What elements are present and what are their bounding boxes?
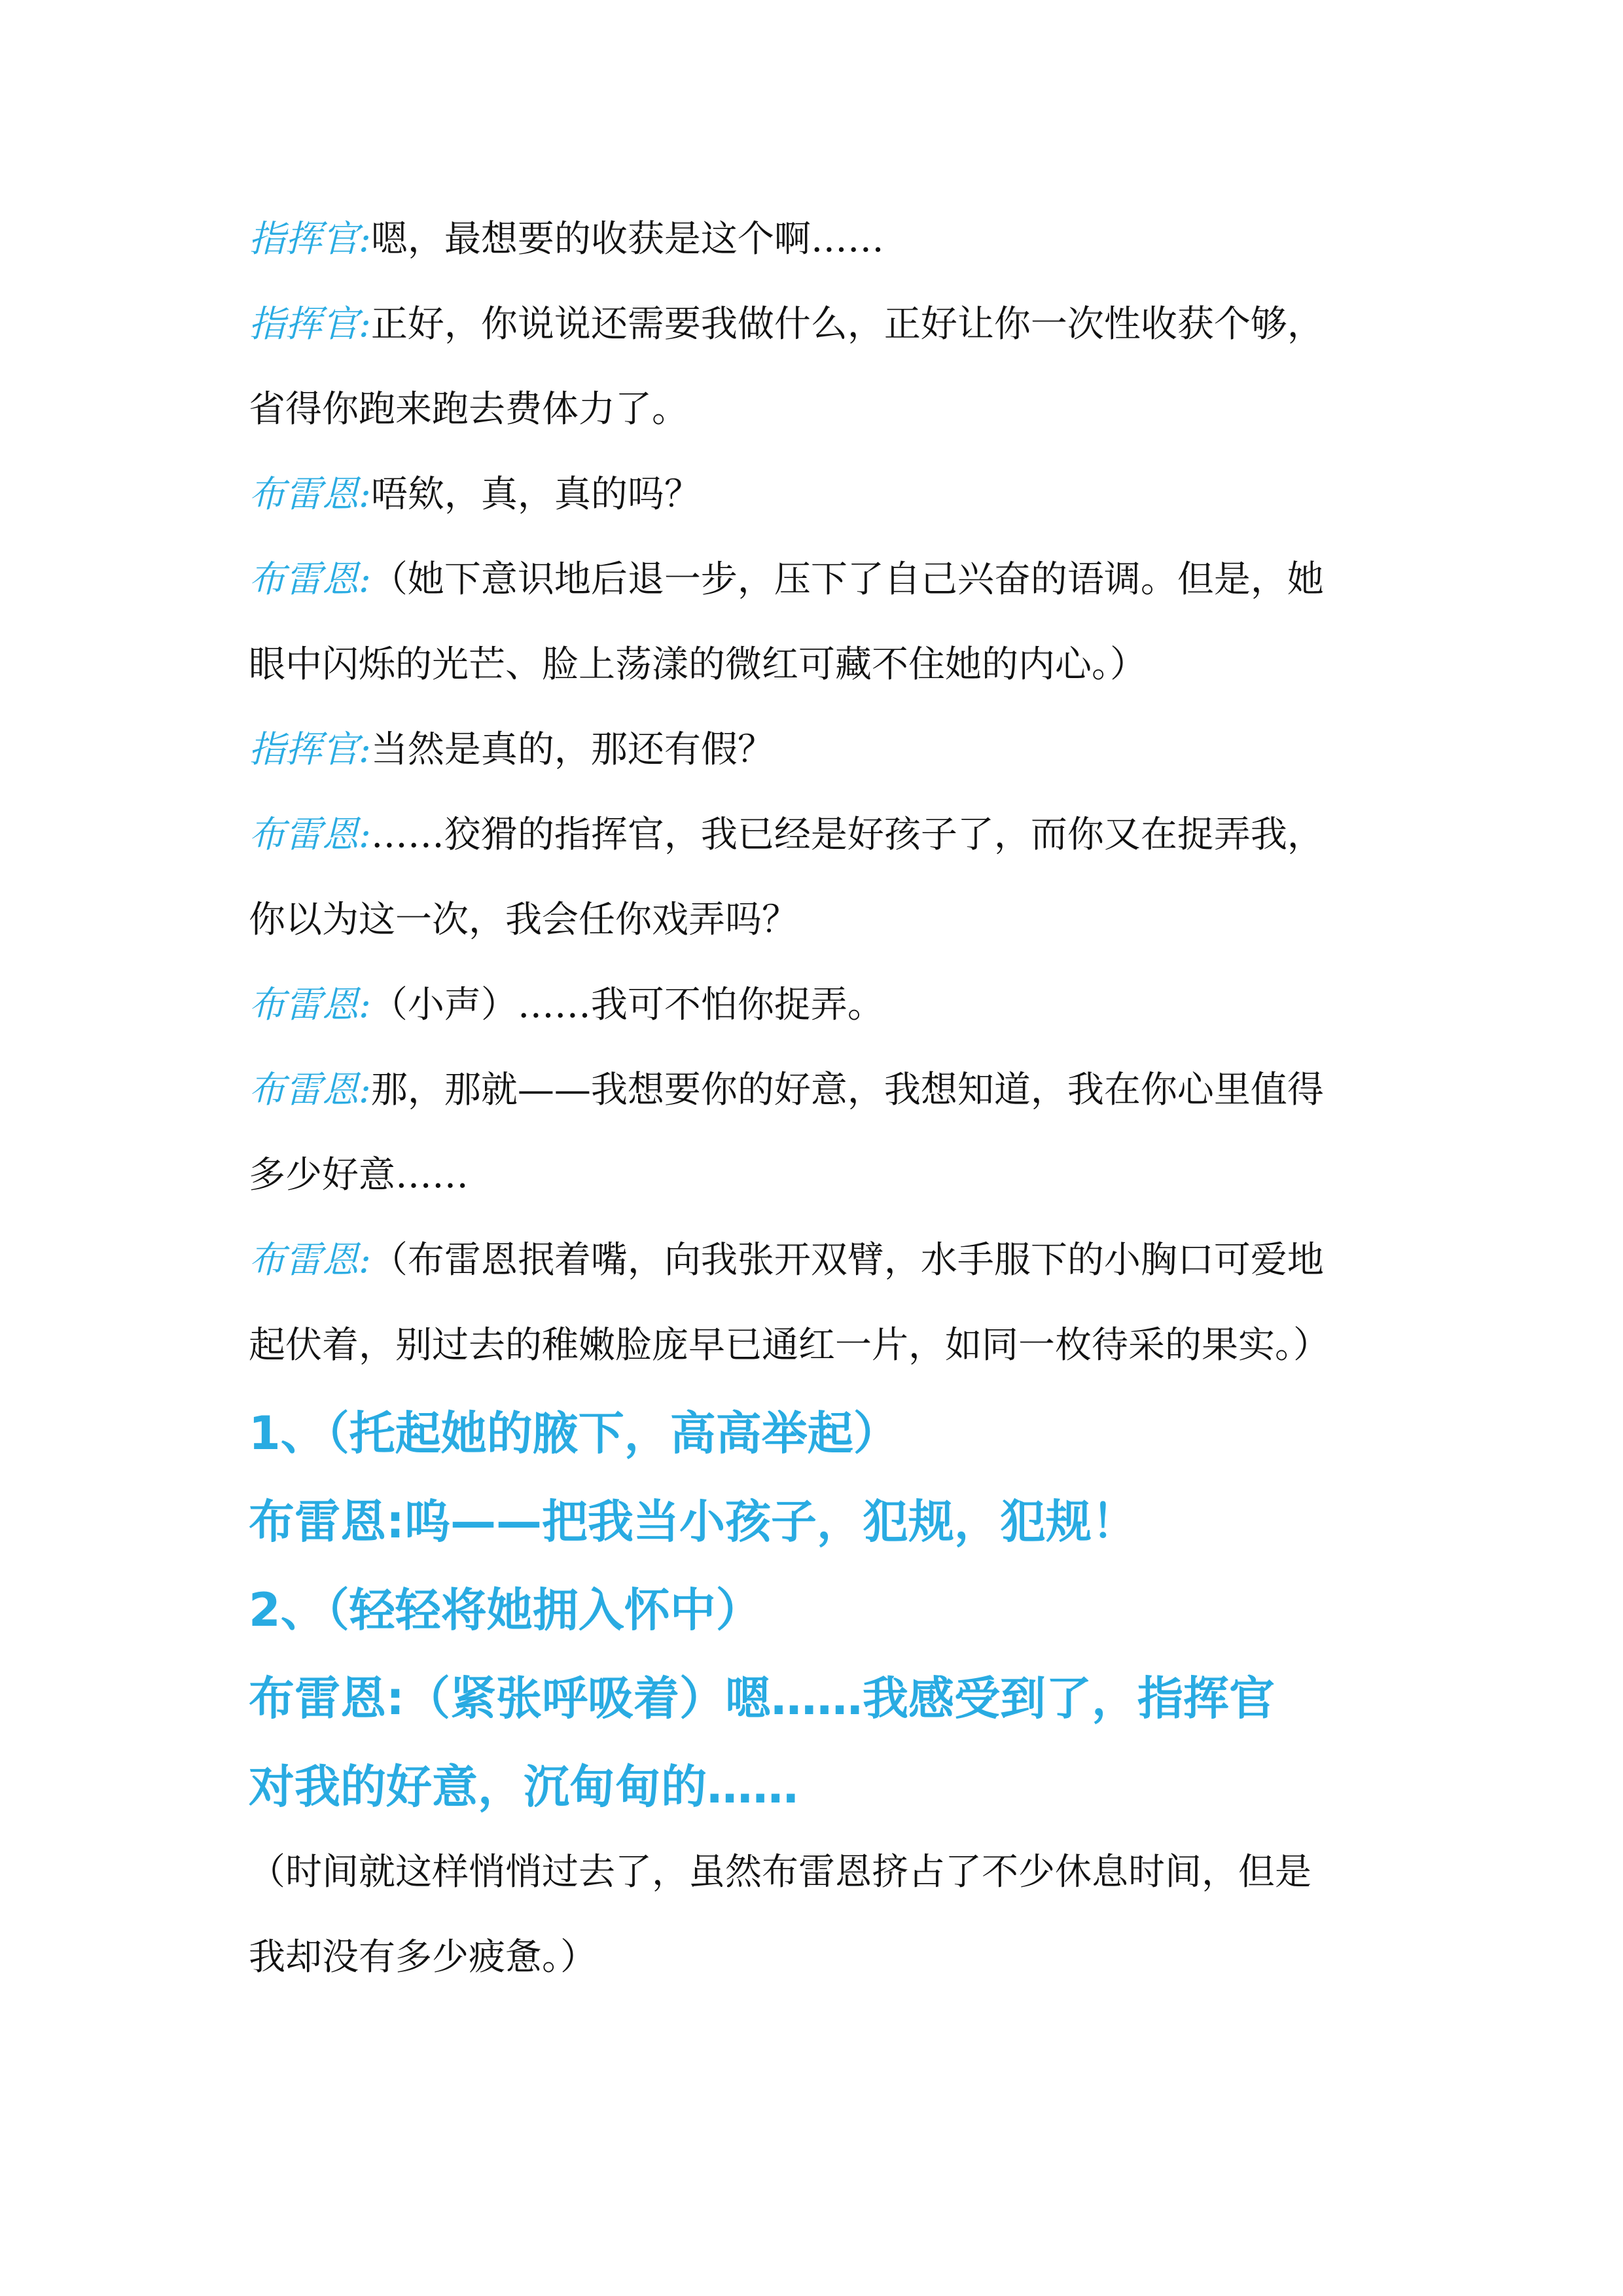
dialogue-text: 嗯，最想要的收获是这个啊…… — [370, 218, 884, 260]
dialogue-line — [249, 1067, 1387, 1114]
dialogue-line-continued — [249, 1152, 1387, 1199]
dialogue-text: 那，那就——我想要你的好意，我想知道，我在你心里值得 — [370, 1069, 1324, 1111]
dialogue-text: （小声）……我可不怕你捉弄。 — [370, 984, 884, 1026]
dialogue-line — [249, 726, 1387, 774]
speaker-label: 指挥官: — [249, 218, 371, 260]
dialogue-line — [249, 982, 1387, 1029]
dialogue-text: 你以为这一次，我会任你戏弄吗？ — [249, 899, 798, 941]
dialogue-text: 正好，你说说还需要我做什么，正好让你一次性收获个够， — [370, 303, 1324, 346]
narration-line: （时间就这样悄悄过去了，虽然布雷恩挤占了不少休息时间，但是 — [249, 1851, 1311, 1893]
dialogue-text: （她下意识地后退一步，压下了自己兴奋的语调。但是，她 — [370, 558, 1324, 601]
dialogue-text: ……狡猾的指挥官，我已经是好孩子了，而你又在捉弄我， — [370, 814, 1324, 856]
speaker-label: 布雷恩: — [249, 1239, 371, 1282]
dialogue-line-continued — [249, 897, 1387, 944]
dialogue-line — [249, 471, 1387, 518]
narration-line: 我却没有多少疲惫。） — [249, 1936, 597, 1979]
dialogue-text: 眼中闪烁的光芒、脸上荡漾的微红可藏不住她的内心。） — [249, 643, 1147, 686]
dialogue-line-continued — [249, 386, 1387, 433]
dialogue-line-continued — [249, 641, 1387, 689]
dialogue-text: 唔欸，真，真的吗？ — [370, 473, 701, 516]
dialogue-text: （布雷恩抿着嘴，向我张开双臂，水手服下的小胸口可爱地 — [370, 1239, 1324, 1282]
choice-option-2: 2、（轻轻将她拥入怀中） — [249, 1583, 762, 1637]
dialogue-text: 当然是真的，那还有假？ — [370, 728, 774, 771]
dialogue-line — [249, 1237, 1387, 1284]
dialogue-line — [249, 556, 1387, 603]
speaker-label: 指挥官: — [249, 303, 371, 346]
choice-response-2-continued: 对我的好意，沉甸甸的…… — [249, 1760, 798, 1814]
speaker-label: 布雷恩: — [249, 984, 371, 1026]
speaker-label: 布雷恩: — [249, 473, 371, 516]
choice-response-1: 布雷恩:呜——把我当小孩子，犯规，犯规！ — [249, 1495, 1137, 1549]
dialogue-text: 多少好意…… — [249, 1154, 469, 1196]
dialogue-line-continued — [249, 1322, 1387, 1369]
speaker-label: 布雷恩: — [249, 814, 371, 856]
dialogue-line — [249, 812, 1387, 859]
dialogue-line — [249, 301, 1387, 348]
speaker-label: 布雷恩: — [249, 1069, 371, 1111]
speaker-label: 指挥官: — [249, 728, 371, 771]
dialogue-text: 省得你跑来跑去费体力了。 — [249, 388, 688, 431]
dialogue-text: 起伏着，别过去的稚嫩脸庞早已通红一片，如同一枚待采的果实。） — [249, 1324, 1330, 1367]
choice-response-2: 布雷恩:（紧张呼吸着）嗯……我感受到了，指挥官 — [249, 1672, 1275, 1725]
dialogue-line — [249, 216, 1387, 263]
choice-option-1: 1、（托起她的腋下，高高举起） — [249, 1407, 899, 1460]
speaker-label: 布雷恩: — [249, 558, 371, 601]
